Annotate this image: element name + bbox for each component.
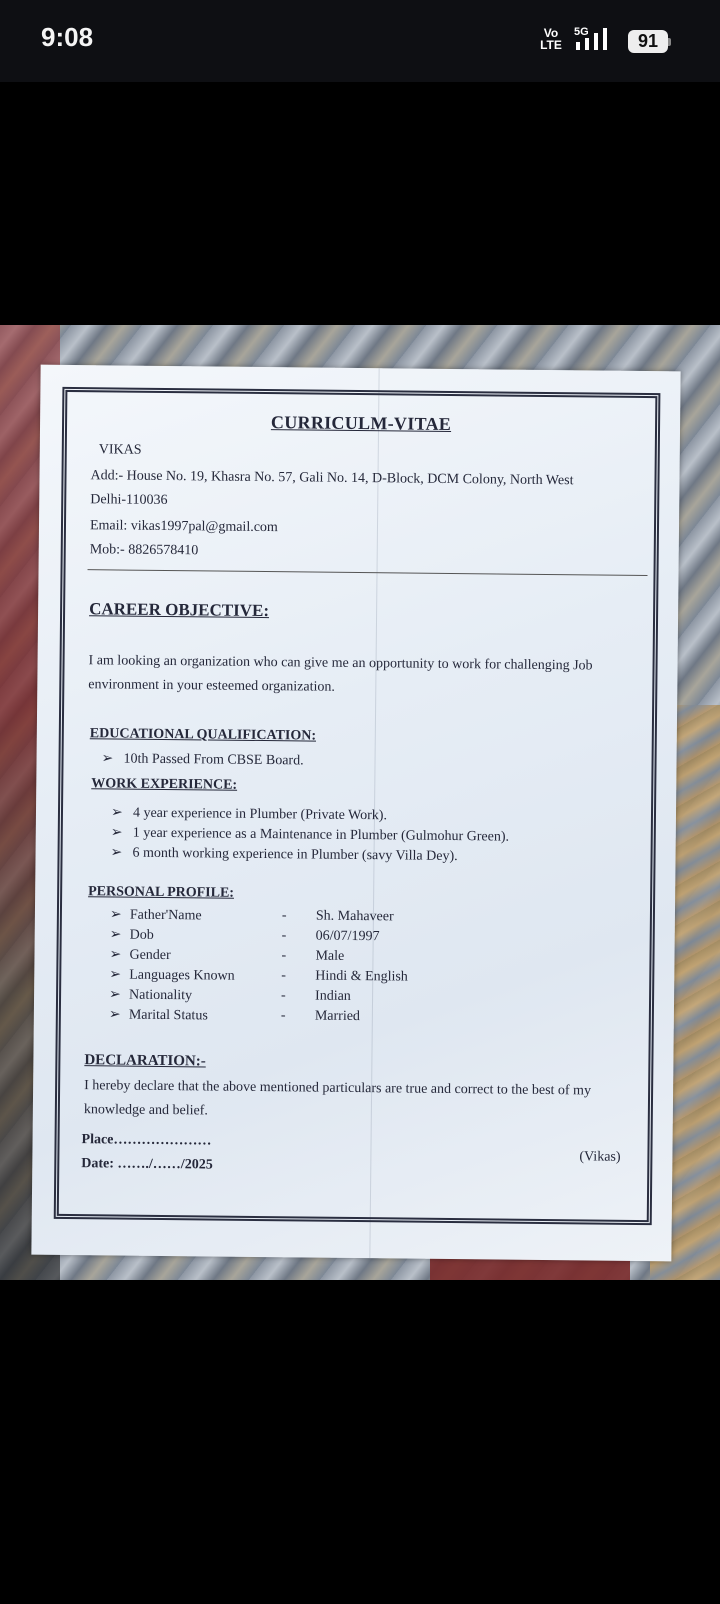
date-line: Date: ……./……/2025	[81, 1156, 213, 1173]
declaration-heading: DECLARATION:-	[84, 1052, 206, 1070]
signature: (Vikas)	[579, 1149, 621, 1165]
education-item	[101, 750, 303, 769]
place-line: Place…………………	[81, 1132, 212, 1149]
arrow-bullet-icon: ➢	[109, 967, 122, 983]
mobile-line: Mob:- 8826578410	[89, 542, 199, 559]
profile-label	[110, 926, 154, 943]
profile-label-text: Marital Status	[128, 1007, 208, 1024]
profile-dash: -	[281, 948, 287, 964]
arrow-bullet-icon: ➢	[109, 947, 122, 963]
profile-value: Sh. Mahaveer	[315, 908, 394, 925]
work-item-text: 6 month working experience in Plumber (savy Villa Dey).	[132, 845, 458, 865]
address-line-1: Add:- House No. 19, Khasra No. 57, Gali No. 14, D-Block, DCM Colony, North West	[90, 468, 574, 489]
cv-paper	[31, 365, 680, 1262]
work-experience-heading: WORK EXPERIENCE:	[91, 776, 238, 793]
profile-label-text: Father'Name	[129, 907, 202, 924]
battery-icon	[628, 30, 670, 54]
profile-label	[109, 946, 170, 964]
battery-tip	[668, 38, 671, 46]
arrow-bullet-icon: ➢	[110, 805, 123, 821]
arrow-bullet-icon: ➢	[101, 751, 114, 767]
work-item-text: 1 year experience as a Maintenance in Plumber (Gulmohur Green).	[132, 825, 510, 845]
cv-border	[54, 387, 661, 1225]
education-heading: EDUCATIONAL QUALIFICATION:	[89, 726, 317, 744]
document-photo	[0, 325, 720, 1280]
work-item	[111, 824, 509, 845]
profile-value: Male	[315, 948, 345, 964]
profile-row	[109, 1006, 529, 1030]
profile-dash: -	[281, 908, 287, 924]
career-objective-text: I am looking an organization who can give me an opportunity to work for challenging Job environment in your esteemed organization.	[88, 653, 593, 695]
profile-dash: -	[280, 1008, 286, 1024]
profile-label-text: Gender	[129, 947, 171, 964]
address-line-2: Delhi-110036	[90, 492, 168, 509]
profile-label	[109, 966, 235, 984]
volte-indicator: Vo LTE	[540, 26, 562, 52]
profile-dash: -	[281, 968, 287, 984]
divider	[88, 569, 648, 576]
profile-value: Hindi & English	[315, 968, 408, 985]
work-item-text: 4 year experience in Plumber (Private Work).	[132, 805, 388, 824]
network-type-label: 5G	[574, 26, 589, 38]
profile-dash: -	[281, 928, 287, 944]
profile-label	[110, 906, 202, 924]
email-line: Email: vikas1997pal@gmail.com	[89, 518, 278, 536]
arrow-bullet-icon: ➢	[109, 907, 122, 923]
battery-level: 91	[628, 30, 668, 53]
work-item	[110, 844, 457, 865]
profile-value: Married	[314, 1008, 361, 1025]
profile-label-text: Nationality	[129, 987, 193, 1004]
status-bar	[0, 0, 720, 82]
arrow-bullet-icon: ➢	[109, 987, 121, 1003]
profile-dash: -	[281, 988, 286, 1004]
profile-label-text: Languages Known	[129, 967, 235, 984]
arrow-bullet-icon: ➢	[108, 1007, 121, 1023]
signal-5g-icon	[572, 24, 620, 54]
education-item-text: 10th Passed From CBSE Board.	[123, 751, 304, 769]
arrow-bullet-icon: ➢	[110, 825, 123, 841]
status-time: 9:08	[41, 22, 94, 52]
profile-value: 06/07/1997	[315, 928, 380, 945]
cv-title: CURRICULM-VITAE	[270, 412, 452, 434]
personal-profile-heading: PERSONAL PROFILE:	[88, 884, 235, 901]
declaration-text: I hereby declare that the above mentioned particulars are true and correct to the best of my knowledge and belief.	[83, 1078, 592, 1119]
profile-value: Indian	[315, 988, 351, 1004]
profile-label	[109, 986, 192, 1004]
profile-label-text: Dob	[129, 927, 154, 943]
arrow-bullet-icon: ➢	[110, 845, 123, 861]
applicant-name: VIKAS	[98, 442, 142, 458]
work-item	[111, 804, 387, 824]
career-objective-heading: CAREER OBJECTIVE:	[89, 599, 270, 621]
profile-label	[109, 1006, 208, 1024]
arrow-bullet-icon: ➢	[109, 927, 122, 943]
